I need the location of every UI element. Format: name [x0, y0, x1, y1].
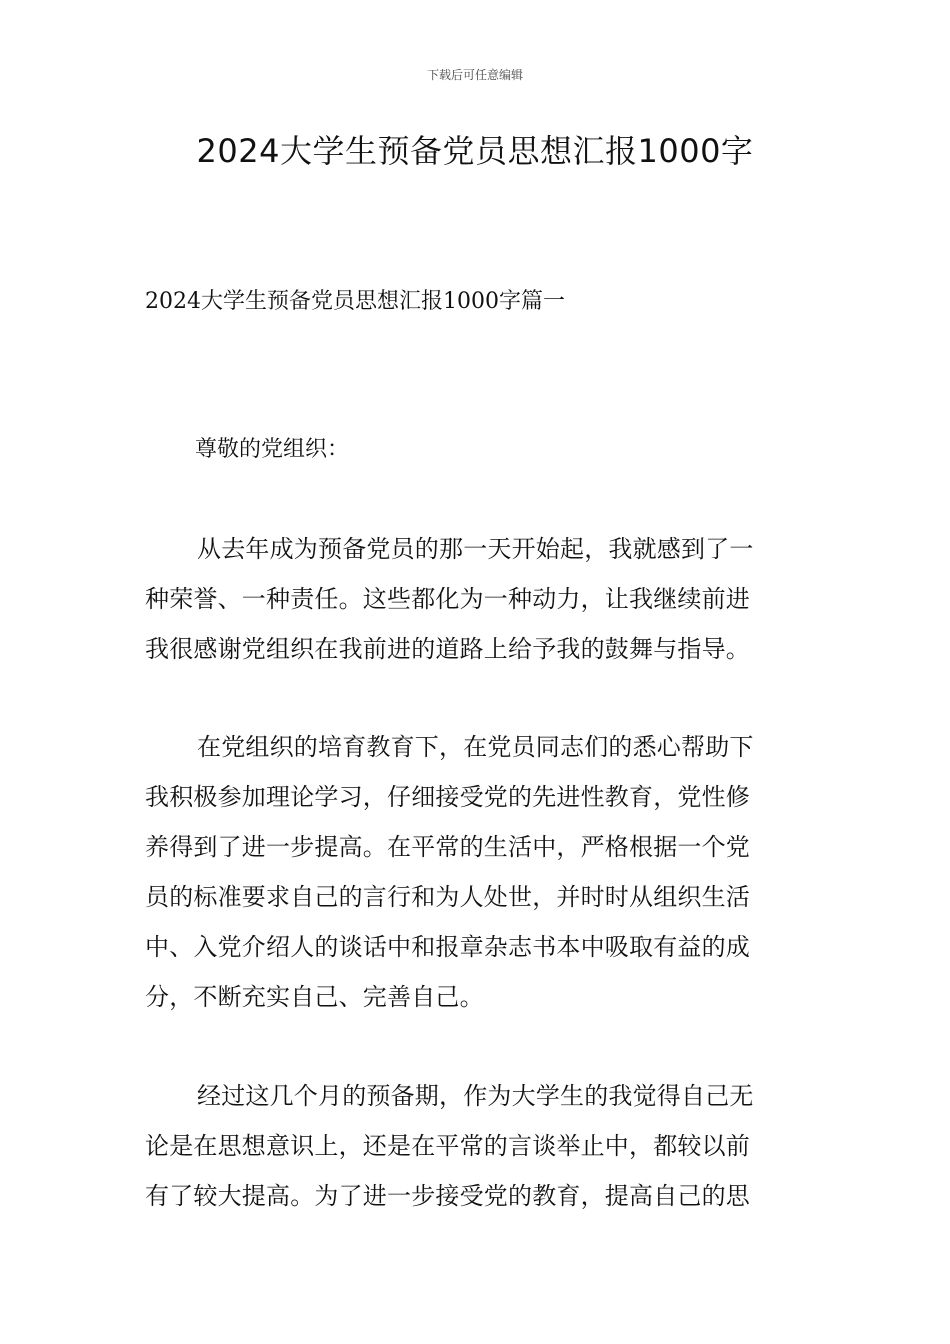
paragraph-line: 在党组织的培育教育下，在党员同志们的悉心帮助下: [197, 733, 754, 761]
paragraph-1: [145, 524, 815, 674]
paragraph-line: 论是在思想意识上，还是在平常的言谈举止中，都较以前: [145, 1132, 750, 1160]
paragraph-line: 我积极参加理论学习，仔细接受党的先进性教育，党性修: [145, 783, 750, 811]
paragraph-line: 员的标准要求自己的言行和为人处世，并时时从组织生活: [145, 883, 750, 911]
paragraph-3: [145, 1071, 815, 1221]
paragraph-line: 养得到了进一步提高。在平常的生活中，严格根据一个党: [145, 833, 750, 861]
header-note: 下载后可任意编辑: [426, 68, 523, 82]
paragraph-line: 种荣誉、一种责任。这些都化为一种动力，让我继续前进: [145, 585, 750, 613]
document-title: 2024大学生预备党员思想汇报1000字: [196, 132, 754, 170]
paragraph-line: 中、入党介绍人的谈话中和报章杂志书本中吸取有益的成: [145, 933, 750, 961]
paragraph-line: 有了较大提高。为了进一步接受党的教育，提高自己的思: [145, 1182, 750, 1210]
paragraph-line: 从去年成为预备党员的那一天开始起，我就感到了一: [197, 535, 754, 563]
paragraph-line: 我很感谢党组织在我前进的道路上给予我的鼓舞与指导。: [145, 635, 750, 663]
salutation: 尊敬的党组织：: [195, 437, 350, 462]
paragraph-2: [145, 722, 815, 1022]
paragraph-line: 分，不断充实自己、完善自己。: [145, 983, 484, 1011]
section-heading: 2024大学生预备党员思想汇报1000字篇一: [145, 289, 565, 314]
paragraph-line: 经过这几个月的预备期，作为大学生的我觉得自己无: [197, 1082, 754, 1110]
